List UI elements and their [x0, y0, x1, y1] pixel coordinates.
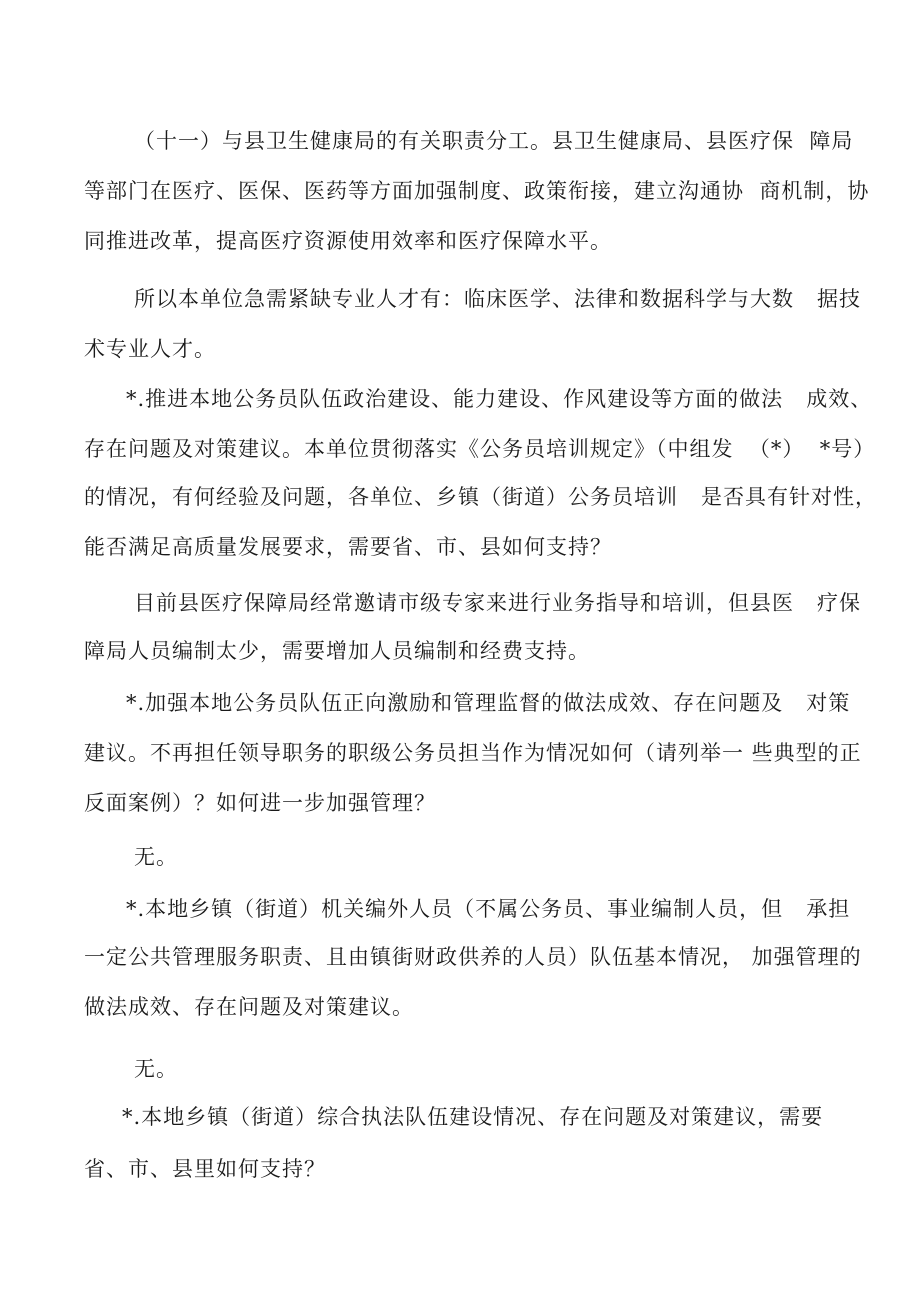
paragraph-2-line-1: 所以本单位急需紧缺专业人才有：临床医学、法律和数据科学与大数 据技 — [134, 287, 862, 311]
paragraph-7-line-1: *.本地乡镇（街道）机关编外人员（不属公务员、事业编制人员，但 承担 — [126, 897, 851, 921]
paragraph-3-line-1: *.推进本地公务员队伍政治建设、能力建设、作风建设等方面的做法 成效、 — [126, 387, 873, 411]
paragraph-3-line-4: 能否满足高质量发展要求，需要省、市、县如何支持？ — [84, 535, 612, 559]
paragraph-7-line-2: 一定公共管理服务职责、且由镇街财政供养的人员）队伍基本情况， 加强管理的 — [84, 945, 862, 969]
paragraph-3-line-2: 存在问题及对策建议。本单位贯彻落实《公务员培训规定》（中组发 （*） *号） — [84, 437, 876, 461]
paragraph-1-line-2: 等部门在医疗、医保、医药等方面加强制度、政策衔接，建立沟通协 商机制，协 — [84, 179, 870, 203]
paragraph-1-line-3: 同推进改革，提高医疗资源使用效率和医疗保障水平。 — [84, 229, 612, 253]
paragraph-7-line-3: 做法成效、存在问题及对策建议。 — [84, 995, 414, 1019]
paragraph-4-line-2: 障局人员编制太少，需要增加人员编制和经费支持。 — [84, 639, 590, 663]
paragraph-5-line-3: 反面案例）？如何进一步加强管理？ — [84, 791, 436, 815]
paragraph-9-line-2: 省、市、县里如何支持？ — [84, 1157, 326, 1181]
paragraph-1-line-1: （十一）与县卫生健康局的有关职责分工。县卫生健康局、县医疗保 障局 — [134, 129, 854, 153]
paragraph-5-line-2: 建议。不再担任领导职务的职级公务员担当作为情况如何（请列举一 些典型的正 — [84, 741, 862, 765]
paragraph-5-line-1: *.加强本地公务员队伍正向激励和管理监督的做法成效、存在问题及 对策 — [126, 691, 851, 715]
paragraph-3-line-3: 的情况，有何经验及问题，各单位、乡镇（街道）公务员培训 是否具有针对性， — [84, 485, 878, 509]
paragraph-6-line-1: 无。 — [134, 845, 178, 869]
paragraph-2-line-2: 术专业人才。 — [84, 337, 216, 361]
paragraph-8-line-1: 无。 — [134, 1057, 178, 1081]
paragraph-4-line-1: 目前县医疗保障局经常邀请市级专家来进行业务指导和培训，但县医 疗保 — [134, 591, 862, 615]
paragraph-9-line-1: *.本地乡镇（街道）综合执法队伍建设情况、存在问题及对策建议，需要 — [122, 1105, 824, 1129]
